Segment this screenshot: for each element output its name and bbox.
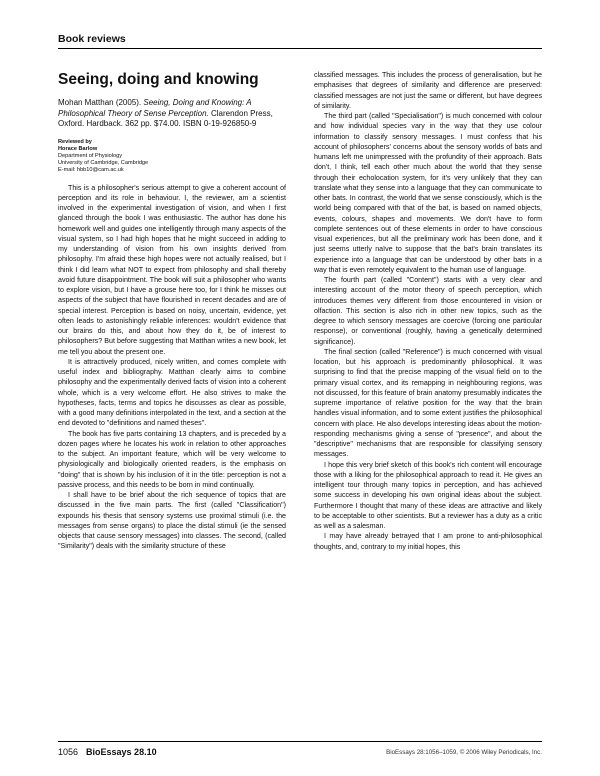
body-paragraph: I hope this very brief sketch of this book's rich content will encourage those with a liking for the philosophical approach to read it. He gives an intelligent tour through many topics in perception, and has achieved some success in developing his own original ideas about the subject. Furthermore I thought that many of these ideas are attractive and likely to be acceptable to other scientists. But a reviewer has a duty as a critic as well as a salesman. bbox=[314, 460, 542, 530]
body-paragraph: This is a philosopher's serious attempt to give a coherent account of perception and its role in behaviour. I, the reviewer, am a scientist involved in the experimental investigation of vision, and when I first glanced through the book I was enthusiastic. The author has done his homework well and guides one intelligently through many aspects of the visual system, so I had high hopes that he might succeed in adding to my understanding of vision from his own insights derived from philosophy. I'm afraid these high hopes were not actually realised, but I think I did learn what NOT to expect from philosophy and shall thereby avoid future disappointment. The book will suit a philosopher who wants to explore vision, but I have a grouse here too, for I think he misses out aspects of the subject that have flourished in recent decades and are of special interest. Perception is based on noisy, uncertain, evidence, yet often leads to astonishingly reliable inferences: wouldn't evidence that our brains do this, and about how they do it, be of interest to philosophers? But before suggesting that Matthan writes a new book, let me tell you about the present one. bbox=[58, 183, 286, 356]
footer-rule bbox=[58, 741, 542, 742]
header-rule bbox=[58, 48, 542, 49]
journal-issue: BioEssays 28.10 bbox=[86, 747, 157, 757]
citation-book-title: Seeing, Doing and Knowing: A Philosophical Theory of Sense Perception. bbox=[58, 98, 252, 118]
reviewer-university: University of Cambridge, Cambridge bbox=[58, 159, 149, 166]
left-column bbox=[58, 70, 286, 552]
body-paragraph: The fourth part (called "Content") starts with a very clear and interesting account of the motor theory of speech perception, which introduces themes very different from those encountered in vision or olfaction. This section is also rich in other new topics, such as the degree to which sensory messages are coercive (forcing one particular response), or conventional (roughly, having a genetically determined significance). bbox=[314, 276, 542, 346]
reviewer-email: E-mail: hbb10@cam.ac.uk bbox=[58, 166, 124, 173]
citation-author: Mohan Matthan (2005). bbox=[58, 98, 144, 107]
reviewer-name: Horace Barlow bbox=[58, 145, 98, 152]
footer-citation: BioEssays 28:1056–1059, © 2006 Wiley Periodicals, Inc. bbox=[386, 749, 542, 756]
body-paragraph: The book has five parts containing 13 chapters, and is preceded by a dozen pages where he locates his work in relation to other approaches to the subject. An important feature, which will be very welcome to physiologically and biologically oriented readers, is the emphasis on "doing" that is shown by his inclusion of it in the title: perception is not a passive process, and this needs to be born in mind continually. bbox=[58, 429, 286, 489]
body-paragraph: The third part (called "Specialisation") is much concerned with colour and how individual species vary in the way that they use colour information to classify sensory messages. I must confess that his account of philosophers' concerns about the sensory worlds of bats and humans left me unimpressed with the profundity of their approach. Bats don't, I think, tell each other much about the world that they sense through their echolocation system, for it's very unlikely that they can translate what they sense into a language that they can communicate to other bats. In contrast, the world that we sense consciously, which is the world being compared with that of the bat, is based on named objects, events, colours, shapes and movements. We don't have to form complete sentences out of these elements in order to have conscious visual experiences, but all the preliminary work has been done, and it just seems utterly naïve to suppose that the bat's brain translates its experience into a language that can be understood by other bats in a way that is even remotely equivalent to the human use of language. bbox=[314, 112, 542, 274]
body-paragraph: The final section (called "Reference") is much concerned with visual location, but his approach is predominantly philosophical. It was surprising to find that the precise mapping of the visual field on to the primary visual cortex, and its remapping in neighbouring regions, was not discussed, for this feature of brain anatomy presumably indicates the supreme importance of relative position for the way that the brain handles visual information, and to some extent justifies the philosophical concern with place. He also develops interesting ideas about the motion-responding mechanisms giving a sense of "presence", and about the "descriptive" mechanisms that are responsible for classifying sensory messages. bbox=[314, 347, 542, 459]
body-paragraph: I may have already betrayed that I am prone to anti-philosophical thoughts, and, contrary to my initial hopes, this bbox=[314, 532, 542, 551]
reviewer-label: Reviewed by bbox=[58, 138, 92, 145]
article-title: Seeing, doing and knowing bbox=[58, 71, 259, 88]
body-paragraph: classified messages. This includes the process of generalisation, but he emphasises that degrees of similarity and difference are preserved: classified messages are not just the same or different, but have degrees of similarity. bbox=[314, 71, 542, 110]
citation-publication: Clarendon Press, Oxford. Hardback. 362 pp. $74.00. ISBN 0-19-926850-9 bbox=[58, 108, 273, 128]
book-citation bbox=[58, 98, 286, 130]
reviewer-department: Department of Physiology bbox=[58, 152, 123, 159]
footer-left bbox=[58, 747, 157, 757]
right-column bbox=[314, 70, 542, 552]
body-paragraph: I shall have to be brief about the rich sequence of topics that are discussed in the five main parts. The first (called "Classification") expounds his thesis that sensory systems use proximal stimuli (i.e. the messages from sense organs) to place the distal stimuli (ie the sensed objects that cause sensory messages) into classes. The second, (called "Similarity") deals with the similarity structure of these bbox=[58, 491, 286, 551]
body-paragraph: It is attractively produced, nicely written, and comes complete with useful index and bibliography. Matthan clearly aims to combine philosophy and the experimentally derived facts of vision into a coherent whole, which is a very welcome effort. He also strives to make the hypotheses, facts, terms and topics he discusses as clear as possible, with a good many definitions interpolated in the text, and a section at the end devoted to "definitions and named theses". bbox=[58, 357, 286, 428]
reviewer-block bbox=[58, 139, 286, 174]
page-number: 1056 bbox=[58, 747, 79, 757]
section-heading: Book reviews bbox=[58, 33, 126, 45]
